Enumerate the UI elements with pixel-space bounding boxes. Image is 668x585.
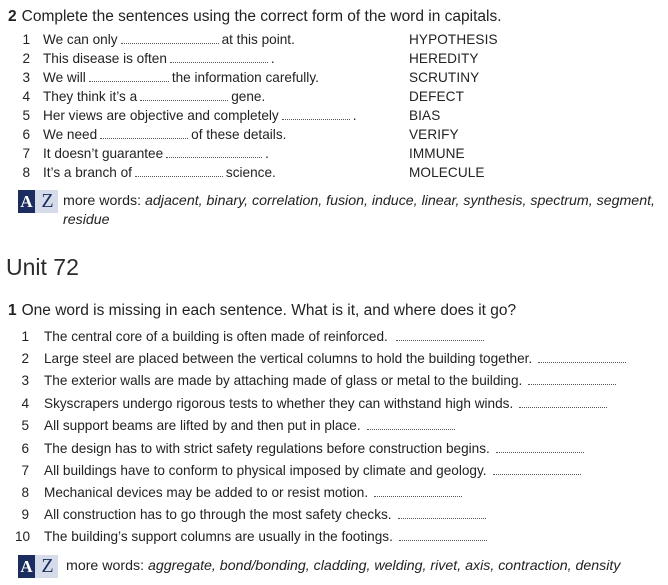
sentence-start: We will [43,70,86,85]
answer-blank[interactable] [493,463,581,475]
sentence-text: Mechanical devices may be added to or resist motion. [44,485,369,500]
item-number: 6 [22,127,30,142]
sentence-text: The central core of a building is often made of reinforced. [44,329,388,344]
item-number: 8 [22,165,30,180]
az-icon [18,190,58,213]
answer-blank[interactable] [374,485,462,497]
more-words-list: adjacent, binary, correlation, fusion, induce, linear, synthesis, spectrum, segment, [145,193,655,209]
item-number: 3 [21,373,29,388]
sentence-start: They think it’s a [43,89,138,104]
sentence-text: Large steel are placed between the vertical columns to hold the building together. [44,351,533,366]
item-number: 5 [21,418,29,433]
capital-word: HYPOTHESIS [409,32,498,47]
item-number: 5 [22,108,30,123]
sentence-end: gene. [231,89,266,104]
az-icon-z: Z [41,190,54,212]
answer-blank[interactable] [398,507,486,519]
answer-blank[interactable] [135,165,223,177]
item-number: 6 [21,441,29,456]
sentence-end: . [270,51,275,66]
more-words-label: more words: [66,558,145,574]
answer-blank[interactable] [121,32,219,44]
capital-word: SCRUTINY [409,70,480,85]
more-words-line [66,558,620,574]
item-number: 2 [22,51,30,66]
capital-word: VERIFY [409,127,459,142]
answer-blank[interactable] [282,108,350,120]
az-icon [18,555,58,578]
exercise-number: 1 [8,302,17,319]
item-number: 1 [22,32,30,47]
item-number: 9 [21,507,29,522]
sentence-text: The building’s support columns are usually in the footings. [44,529,393,544]
sentence-end: at this point. [221,32,295,47]
sentence-end: science. [225,165,276,180]
exercise-1-instruction [8,302,516,320]
instruction-text: One word is missing in each sentence. What is it, and where does it go? [21,302,517,319]
capital-word: IMMUNE [409,146,465,161]
item-number: 4 [21,396,29,411]
answer-blank[interactable] [166,146,262,158]
capital-word: MOLECULE [409,165,485,180]
capital-word: DEFECT [409,89,464,104]
sentence-start: It’s a branch of [43,165,132,180]
capital-word: HEREDITY [409,51,479,66]
item-number: 10 [15,529,31,544]
sentence-end: of these details. [191,127,287,142]
more-words-line-2 [63,212,110,228]
item-number: 7 [21,463,29,478]
az-icon-z: Z [41,555,54,577]
answer-blank[interactable] [170,51,268,63]
more-words-label: more words: [63,193,142,209]
sentence-start: Her views are objective and completely [43,108,279,123]
sentence-text: The exterior walls are made by attaching made of glass or metal to the building. [44,373,523,388]
more-words-list: aggregate, bond/bonding, cladding, welding, rivet, axis, contraction, density [148,558,621,574]
more-words-line [63,193,655,209]
sentence-end: . [265,146,269,161]
answer-blank[interactable] [100,127,188,139]
instruction-text: Complete the sentences using the correct form of the word in capitals. [21,8,502,25]
sentence-start: It doesn’t guarantee [43,146,164,161]
sentence-start: This disease is often [43,51,167,66]
answer-blank[interactable] [367,418,455,430]
item-number: 2 [21,351,29,366]
sentence-end: . [352,108,357,123]
answer-blank[interactable] [528,373,616,385]
sentence-text: The design has to with strict safety regulations before construction begins. [44,441,490,456]
unit-title: Unit 72 [6,254,79,280]
sentence-start: We can only [43,32,118,47]
answer-blank[interactable] [519,396,607,408]
az-icon-a: A [18,190,35,213]
more-words-list-cont: residue [63,212,110,228]
answer-blank[interactable] [89,70,169,82]
capital-word: BIAS [409,108,441,123]
sentence-end: the information carefully. [171,70,319,85]
answer-blank[interactable] [538,351,626,363]
item-number: 3 [22,70,30,85]
sentence-text: All support beams are lifted by and then put in place. [44,418,361,433]
sentence-start: We need [43,127,98,142]
item-number: 7 [22,146,30,161]
item-number: 8 [21,485,29,500]
answer-blank[interactable] [496,441,584,453]
answer-blank[interactable] [140,89,228,101]
sentence-text: Skyscrapers undergo rigorous tests to whether they can withstand high winds. [44,396,514,411]
answer-blank[interactable] [396,329,484,341]
item-number: 1 [21,329,29,344]
exercise-number: 2 [8,8,17,25]
az-icon-a: A [18,555,35,578]
exercise-2-instruction [8,8,502,26]
sentence-text: All construction has to go through the most safety checks. [44,507,392,522]
item-number: 4 [22,89,30,104]
sentence-text: All buildings have to conform to physical imposed by climate and geology. [44,463,487,478]
answer-blank[interactable] [399,529,487,541]
